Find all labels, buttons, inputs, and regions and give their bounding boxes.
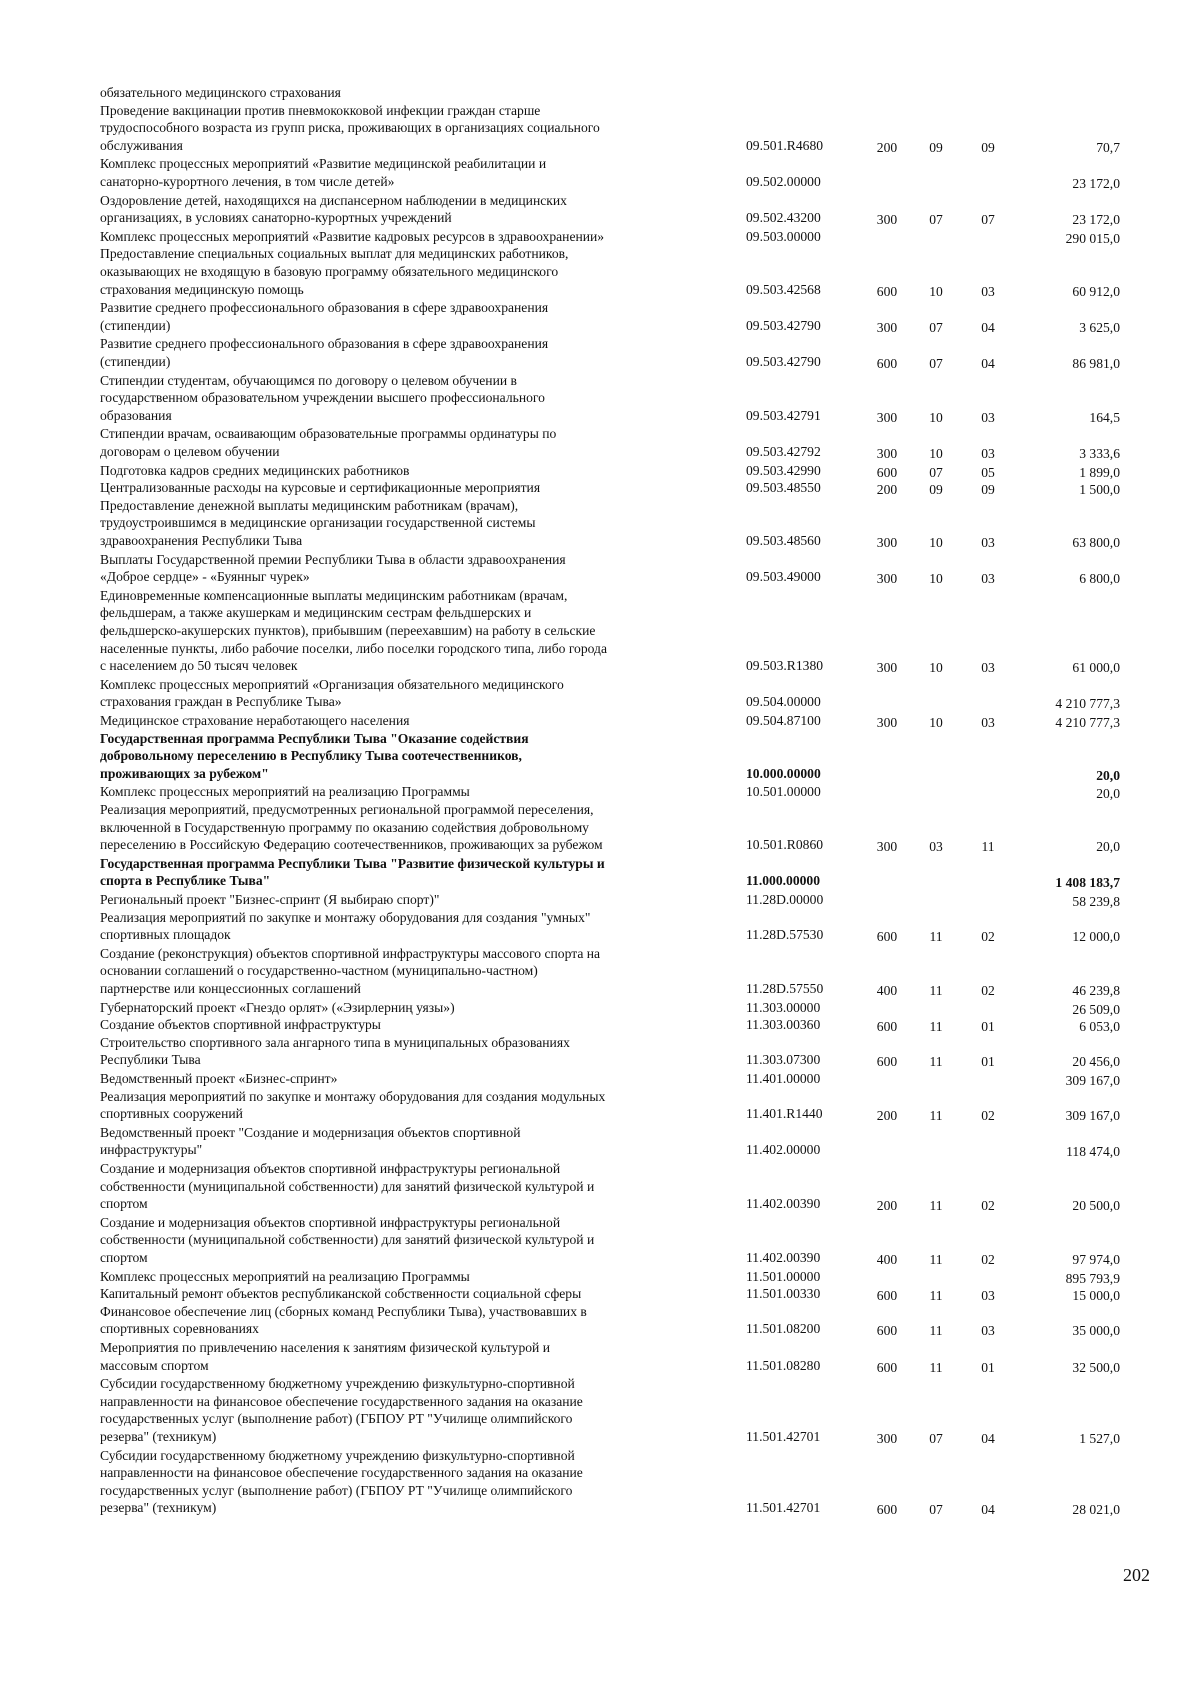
row-amount: 3 333,6 [1079, 445, 1120, 461]
description-line: трудоспособного возраста из групп риска, проживающих в организациях социального [100, 120, 600, 136]
description-line: (стипендии) [100, 317, 171, 333]
row-description [100, 102, 710, 155]
row-expense-type: 600 [876, 1054, 898, 1070]
row-description [100, 479, 710, 497]
row-expense-type: 200 [876, 1108, 898, 1124]
row-description [100, 801, 710, 854]
description-line: Стипендии врачам, осваивающим образовательные программы ординатуры по [100, 426, 557, 442]
description-line: Государственная программа Республики Тыва "Развитие физической культуры и [100, 855, 605, 871]
row-description [100, 497, 710, 550]
row-code: 09.503.42990 [746, 462, 821, 478]
description-line: Реализация мероприятий, предусмотренных региональной программой переселения, [100, 802, 594, 817]
row-section: 11 [929, 1108, 943, 1124]
row-subsection: 07 [981, 212, 995, 228]
row-amount: 28 021,0 [1072, 1502, 1120, 1518]
row-code: 11.501.08280 [746, 1357, 821, 1373]
description-line: населенные пункты, либо рабочие поселки, либо поселки городского типа, либо города [100, 640, 608, 656]
description-line: массовым спортом [100, 1357, 209, 1373]
description-line: Комплекс процессных мероприятий «Организация обязательного медицинского [100, 676, 564, 692]
row-expense-type: 300 [876, 319, 898, 335]
row-amount: 1 408 183,7 [1055, 875, 1120, 891]
row-amount: 309 167,0 [1065, 1073, 1120, 1088]
row-amount: 70,7 [1096, 139, 1120, 155]
description-line: Капитальный ремонт объектов республиканской собственности социальной сферы [100, 1286, 582, 1302]
row-description [100, 712, 710, 730]
row-expense-type: 600 [876, 1502, 898, 1518]
description-line: добровольному переселению в Республику Тыва соотечественников, [100, 748, 522, 764]
description-line: Строительство спортивного зала ангарного типа в муниципальных образованиях [100, 1034, 570, 1050]
row-code: 09.503.00000 [746, 228, 821, 244]
description-line: переселению в Российскую Федерацию соотечественников, проживающих за рубежом [100, 837, 603, 853]
description-line: Комплекс процессных мероприятий на реализацию Программы [100, 1268, 470, 1284]
row-amount: 60 912,0 [1072, 283, 1120, 299]
description-line: Региональный проект "Бизнес-спринт (Я выбираю спорт)" [100, 892, 440, 907]
row-code: 09.502.43200 [746, 210, 821, 226]
page-number: 202 [1123, 1565, 1150, 1585]
row-description [100, 425, 710, 460]
row-description [100, 1124, 710, 1159]
description-line: Медицинское страхование неработающего населения [100, 713, 410, 728]
description-line: санаторно-курортного лечения, в том числе детей» [100, 173, 395, 189]
row-subsection: 11 [981, 839, 995, 855]
row-amount: 3 625,0 [1079, 319, 1120, 335]
row-amount: 23 172,0 [1072, 212, 1120, 228]
row-amount: 20,0 [1096, 767, 1120, 783]
row-code: 11.303.07300 [746, 1052, 821, 1068]
row-section: 11 [929, 1019, 943, 1035]
row-code: 11.501.42701 [746, 1428, 821, 1444]
description-line: трудоустроившимся в медицинские организации государственной системы [100, 515, 536, 531]
row-amount: 35 000,0 [1072, 1323, 1120, 1339]
description-line: договорам о целевом обучении [100, 443, 280, 459]
row-expense-type: 300 [876, 660, 898, 676]
description-line: (стипендии) [100, 353, 171, 369]
row-section: 11 [929, 929, 943, 945]
description-line: спортом [100, 1196, 148, 1212]
description-line: Комплекс процессных мероприятий на реализацию Программы [100, 784, 470, 800]
description-line: Создание и модернизация объектов спортивной инфраструктуры региональной [100, 1161, 561, 1176]
row-section: 11 [929, 1198, 943, 1214]
row-amount: 63 800,0 [1072, 534, 1120, 550]
row-code: 09.503.42568 [746, 281, 821, 297]
row-subsection: 03 [981, 283, 995, 299]
row-expense-type: 600 [876, 464, 898, 480]
row-code: 09.503.R1380 [746, 658, 824, 674]
description-line: Стипендии студентам, обучающимся по договору о целевом обучении в [100, 372, 517, 388]
description-line: собственности (муниципальной собственности) для занятий физической культурой и [100, 1232, 595, 1248]
row-amount: 6 800,0 [1079, 571, 1120, 587]
description-line: Субсидии государственному бюджетному учреждению физкультурно-спортивной [100, 1447, 575, 1463]
row-subsection: 03 [981, 445, 995, 461]
row-description [100, 1070, 710, 1088]
row-description [100, 676, 710, 711]
description-line: Выплаты Государственной премии Республики Тыва в области здравоохранения [100, 551, 566, 567]
row-subsection: 02 [981, 1108, 995, 1124]
row-expense-type: 600 [876, 1323, 898, 1339]
row-section: 07 [929, 1430, 943, 1446]
row-expense-type: 300 [876, 534, 898, 550]
description-line: Централизованные расходы на курсовые и сертификационные мероприятия [100, 480, 541, 496]
row-section: 10 [929, 283, 943, 299]
row-section: 11 [929, 1054, 943, 1070]
row-subsection: 03 [981, 1323, 995, 1339]
description-line: Республики Тыва [100, 1052, 201, 1068]
row-description [100, 245, 710, 298]
row-subsection: 04 [981, 355, 995, 371]
row-code: 11.28D.57530 [746, 927, 824, 943]
row-code: 11.303.00000 [746, 999, 821, 1015]
row-expense-type: 600 [876, 283, 898, 299]
row-subsection: 05 [981, 464, 995, 480]
row-description [100, 1339, 710, 1374]
row-section: 10 [929, 715, 943, 730]
row-expense-type: 300 [876, 715, 898, 730]
row-code: 09.503.42790 [746, 353, 821, 369]
row-description [100, 299, 710, 334]
row-code: 09.504.00000 [746, 694, 821, 710]
row-description [100, 1303, 710, 1338]
row-subsection: 02 [981, 1198, 995, 1214]
row-description [100, 909, 710, 944]
row-expense-type: 600 [876, 929, 898, 945]
row-subsection: 09 [981, 139, 995, 155]
row-code: 09.503.42791 [746, 407, 821, 423]
row-amount: 20 456,0 [1072, 1054, 1120, 1070]
row-expense-type: 300 [876, 409, 898, 425]
description-line: государственных услуг (выполнение работ) (ГБПОУ РТ "Училище олимпийского [100, 1482, 573, 1498]
description-line: инфраструктуры" [100, 1142, 203, 1158]
description-line: Предоставление денежной выплаты медицинским работникам (врачам), [100, 497, 519, 513]
description-line: обслуживания [100, 137, 183, 153]
row-subsection: 03 [981, 571, 995, 587]
description-line: резерва" (техникум) [100, 1500, 217, 1516]
description-line: проживающих за рубежом" [100, 765, 269, 781]
row-subsection: 04 [981, 1430, 995, 1446]
row-amount: 15 000,0 [1072, 1288, 1120, 1304]
row-subsection: 01 [981, 1359, 995, 1375]
row-amount: 20,0 [1096, 786, 1120, 802]
row-amount: 118 474,0 [1066, 1144, 1120, 1160]
description-line: Оздоровление детей, находящихся на диспансерном наблюдении в медицинских [100, 192, 567, 208]
row-amount: 26 509,0 [1072, 1001, 1120, 1017]
row-description [100, 192, 710, 227]
description-line: партнерстве или концессионных соглашений [100, 980, 361, 996]
row-amount: 895 793,9 [1065, 1270, 1120, 1286]
description-line: Государственная программа Республики Тыва "Оказание содействия [100, 730, 529, 746]
row-code: 09.502.00000 [746, 173, 821, 189]
row-amount: 290 015,0 [1065, 230, 1120, 246]
description-line: организациях, в условиях санаторно-курортных учреждений [100, 210, 452, 226]
row-code: 09.503.48560 [746, 532, 821, 548]
description-line: Ведомственный проект «Бизнес-спринт» [100, 1071, 338, 1086]
row-amount: 309 167,0 [1065, 1108, 1120, 1124]
description-line: Развитие среднего профессионального образования в сфере здравоохранения [100, 336, 549, 352]
row-description [100, 999, 710, 1017]
description-line: спортивных соревнованиях [100, 1321, 259, 1337]
row-subsection: 03 [981, 660, 995, 676]
description-line: обязательного медицинского страхования [100, 85, 341, 100]
row-description [100, 1088, 710, 1123]
row-expense-type: 300 [876, 445, 898, 461]
row-subsection: 09 [981, 482, 995, 498]
description-line: оказывающих не входящую в базовую программу обязательного медицинского [100, 263, 559, 279]
row-expense-type: 600 [876, 1288, 898, 1304]
row-code: 11.501.00330 [746, 1286, 821, 1302]
description-line: Реализация мероприятий по закупке и монтажу оборудования для создания "умных" [100, 909, 591, 925]
row-section: 11 [929, 1251, 943, 1267]
row-description [100, 587, 710, 675]
row-amount: 46 239,8 [1072, 982, 1120, 998]
row-description [100, 1285, 710, 1303]
description-line: спортивных площадок [100, 927, 231, 943]
row-code: 11.28D.00000 [746, 892, 824, 907]
row-code: 09.503.42790 [746, 317, 821, 333]
description-line: образования [100, 407, 172, 423]
row-code: 09.503.42792 [746, 443, 821, 459]
row-subsection: 02 [981, 929, 995, 945]
description-line: Комплекс процессных мероприятий «Развитие кадровых ресурсов в здравоохранении» [100, 228, 605, 244]
row-description [100, 1447, 710, 1517]
row-section: 10 [929, 445, 943, 461]
row-code: 09.503.48550 [746, 480, 821, 496]
row-amount: 4 210 777,3 [1055, 696, 1120, 712]
row-section: 10 [929, 571, 943, 587]
description-line: «Доброе сердце» - «Буянныг чурек» [100, 569, 310, 585]
row-subsection: 04 [981, 319, 995, 335]
row-code: 10.501.R0860 [746, 837, 824, 853]
description-line: Проведение вакцинации против пневмококковой инфекции граждан старше [100, 102, 541, 118]
row-expense-type: 600 [876, 355, 898, 371]
row-code: 11.402.00390 [746, 1196, 821, 1212]
row-amount: 86 981,0 [1072, 355, 1120, 371]
row-code: 11.402.00390 [746, 1249, 821, 1265]
row-description [100, 1214, 710, 1267]
description-line: Реализация мероприятий по закупке и монтажу оборудования для создания модульных [100, 1088, 606, 1104]
row-code: 11.501.08200 [746, 1321, 821, 1337]
row-code: 11.501.00000 [746, 1268, 821, 1284]
row-amount: 58 239,8 [1072, 894, 1120, 909]
description-line: спортом [100, 1249, 148, 1265]
description-line: Мероприятия по привлечению населения к занятиям физической культурой и [100, 1340, 550, 1355]
row-code: 10.000.00000 [746, 765, 821, 781]
row-description [100, 1016, 710, 1034]
row-subsection: 01 [981, 1019, 995, 1035]
description-line: Субсидии государственному бюджетному учреждению физкультурно-спортивной [100, 1376, 575, 1392]
row-section: 11 [929, 1359, 943, 1375]
description-line: Единовременные компенсационные выплаты медицинским работникам (врачам, [100, 587, 568, 603]
description-line: собственности (муниципальной собственности) для занятий физической культурой и [100, 1178, 595, 1194]
row-code: 09.504.87100 [746, 713, 821, 728]
row-expense-type: 600 [876, 1359, 898, 1375]
row-amount: 1 527,0 [1079, 1430, 1120, 1446]
description-line: Создание (реконструкция) объектов спортивной инфраструктуры массового спорта на [100, 945, 601, 961]
row-code: 11.401.R1440 [746, 1106, 823, 1122]
row-amount: 12 000,0 [1072, 929, 1120, 945]
description-line: направленности на финансовое обеспечение государственного задания на оказание [100, 1393, 583, 1409]
row-description [100, 1160, 710, 1213]
description-line: включенной в Государственную программу по оказанию содействия добровольному [100, 819, 589, 835]
row-amount: 6 053,0 [1079, 1019, 1120, 1035]
row-description [100, 730, 710, 783]
row-description [100, 462, 710, 480]
description-line: государственных услуг (выполнение работ) (ГБПОУ РТ "Училище олимпийского [100, 1411, 573, 1427]
description-line: спорта в Республике Тыва" [100, 873, 271, 889]
row-section: 07 [929, 319, 943, 335]
description-line: основании соглашений о государственно-частном (муниципально-частном) [100, 963, 538, 979]
row-amount: 20,0 [1096, 839, 1120, 855]
row-expense-type: 300 [876, 1430, 898, 1446]
row-amount: 20 500,0 [1072, 1198, 1120, 1214]
row-subsection: 03 [981, 409, 995, 425]
description-line: направленности на финансовое обеспечение государственного задания на оказание [100, 1465, 583, 1481]
row-amount: 164,5 [1089, 409, 1120, 425]
description-line: с населением до 50 тысяч человек [100, 658, 298, 674]
description-line: Финансовое обеспечение лиц (сборных команд Республики Тыва), участвовавших в [100, 1303, 587, 1319]
row-description [100, 1268, 710, 1286]
row-code: 11.501.42701 [746, 1500, 821, 1516]
description-line: Развитие среднего профессионального образования в сфере здравоохранения [100, 300, 549, 316]
row-expense-type: 200 [876, 139, 898, 155]
row-description [100, 84, 710, 102]
row-code: 09.503.49000 [746, 569, 821, 585]
row-section: 10 [929, 409, 943, 425]
row-subsection: 03 [981, 1288, 995, 1304]
row-expense-type: 300 [876, 212, 898, 228]
description-line: спортивных сооружений [100, 1106, 243, 1122]
row-section: 09 [929, 139, 943, 155]
row-section: 07 [929, 1502, 943, 1518]
row-description [100, 945, 710, 998]
row-section: 10 [929, 534, 943, 550]
row-description [100, 155, 710, 190]
description-line: Губернаторский проект «Гнездо орлят» («Эзирлерниң уязы») [100, 999, 455, 1015]
row-subsection: 04 [981, 1502, 995, 1518]
row-expense-type: 200 [876, 482, 898, 498]
row-section: 03 [929, 839, 943, 855]
row-description [100, 855, 710, 890]
row-expense-type: 400 [876, 982, 898, 998]
row-expense-type: 400 [876, 1251, 898, 1267]
row-amount: 32 500,0 [1072, 1359, 1120, 1375]
row-section: 07 [929, 212, 943, 228]
row-subsection: 02 [981, 982, 995, 998]
row-subsection: 01 [981, 1054, 995, 1070]
row-code: 11.000.00000 [746, 873, 821, 889]
row-description [100, 228, 710, 246]
row-description [100, 1375, 710, 1445]
row-subsection: 03 [981, 534, 995, 550]
row-section: 11 [929, 982, 943, 998]
description-line: страхования медицинскую помощь [100, 281, 304, 297]
description-line: здравоохранения Республики Тыва [100, 532, 303, 548]
row-amount: 1 500,0 [1079, 482, 1120, 498]
row-amount: 1 899,0 [1079, 464, 1120, 480]
row-description [100, 891, 710, 909]
row-code: 11.401.00000 [746, 1071, 821, 1086]
row-amount: 4 210 777,3 [1055, 715, 1120, 730]
row-expense-type: 300 [876, 571, 898, 587]
row-subsection: 02 [981, 1251, 995, 1267]
row-code: 11.28D.57550 [746, 980, 824, 996]
row-code: 10.501.00000 [746, 784, 821, 800]
description-line: фельдшерско-акушерских пунктов), прибывшим (переехавшим) на работу в сельские [100, 622, 596, 638]
description-line: Подготовка кадров средних медицинских работников [100, 462, 410, 478]
row-code: 11.303.00360 [746, 1017, 821, 1033]
row-amount: 23 172,0 [1072, 175, 1120, 191]
row-amount: 61 000,0 [1072, 660, 1120, 676]
row-amount: 97 974,0 [1072, 1251, 1120, 1267]
description-line: Комплекс процессных мероприятий «Развитие медицинской реабилитации и [100, 156, 547, 172]
row-code: 11.402.00000 [746, 1142, 821, 1158]
description-line: государственном образовательном учреждении высшего профессионального [100, 390, 545, 406]
description-line: страхования граждан в Республике Тыва» [100, 694, 342, 710]
row-subsection: 03 [981, 715, 995, 730]
row-expense-type: 600 [876, 1019, 898, 1035]
row-section: 07 [929, 464, 943, 480]
row-section: 10 [929, 660, 943, 676]
row-section: 11 [929, 1323, 943, 1339]
row-section: 09 [929, 482, 943, 498]
description-line: Предоставление специальных социальных выплат для медицинских работников, [100, 246, 569, 262]
row-expense-type: 200 [876, 1198, 898, 1214]
description-line: Создание и модернизация объектов спортивной инфраструктуры региональной [100, 1214, 561, 1230]
row-description [100, 783, 710, 801]
row-section: 07 [929, 355, 943, 371]
row-code: 09.501.R4680 [746, 137, 824, 153]
row-expense-type: 300 [876, 839, 898, 855]
row-section: 11 [929, 1288, 943, 1304]
description-line: резерва" (техникум) [100, 1428, 217, 1444]
row-description [100, 1034, 710, 1069]
description-line: Ведомственный проект "Создание и модернизация объектов спортивной [100, 1124, 521, 1140]
description-line: Создание объектов спортивной инфраструктуры [100, 1017, 381, 1033]
row-description [100, 372, 710, 425]
row-description [100, 551, 710, 586]
row-description [100, 335, 710, 370]
description-line: фельдшерам, а также акушеркам и медицинским сестрам фельдшерских и [100, 605, 532, 621]
